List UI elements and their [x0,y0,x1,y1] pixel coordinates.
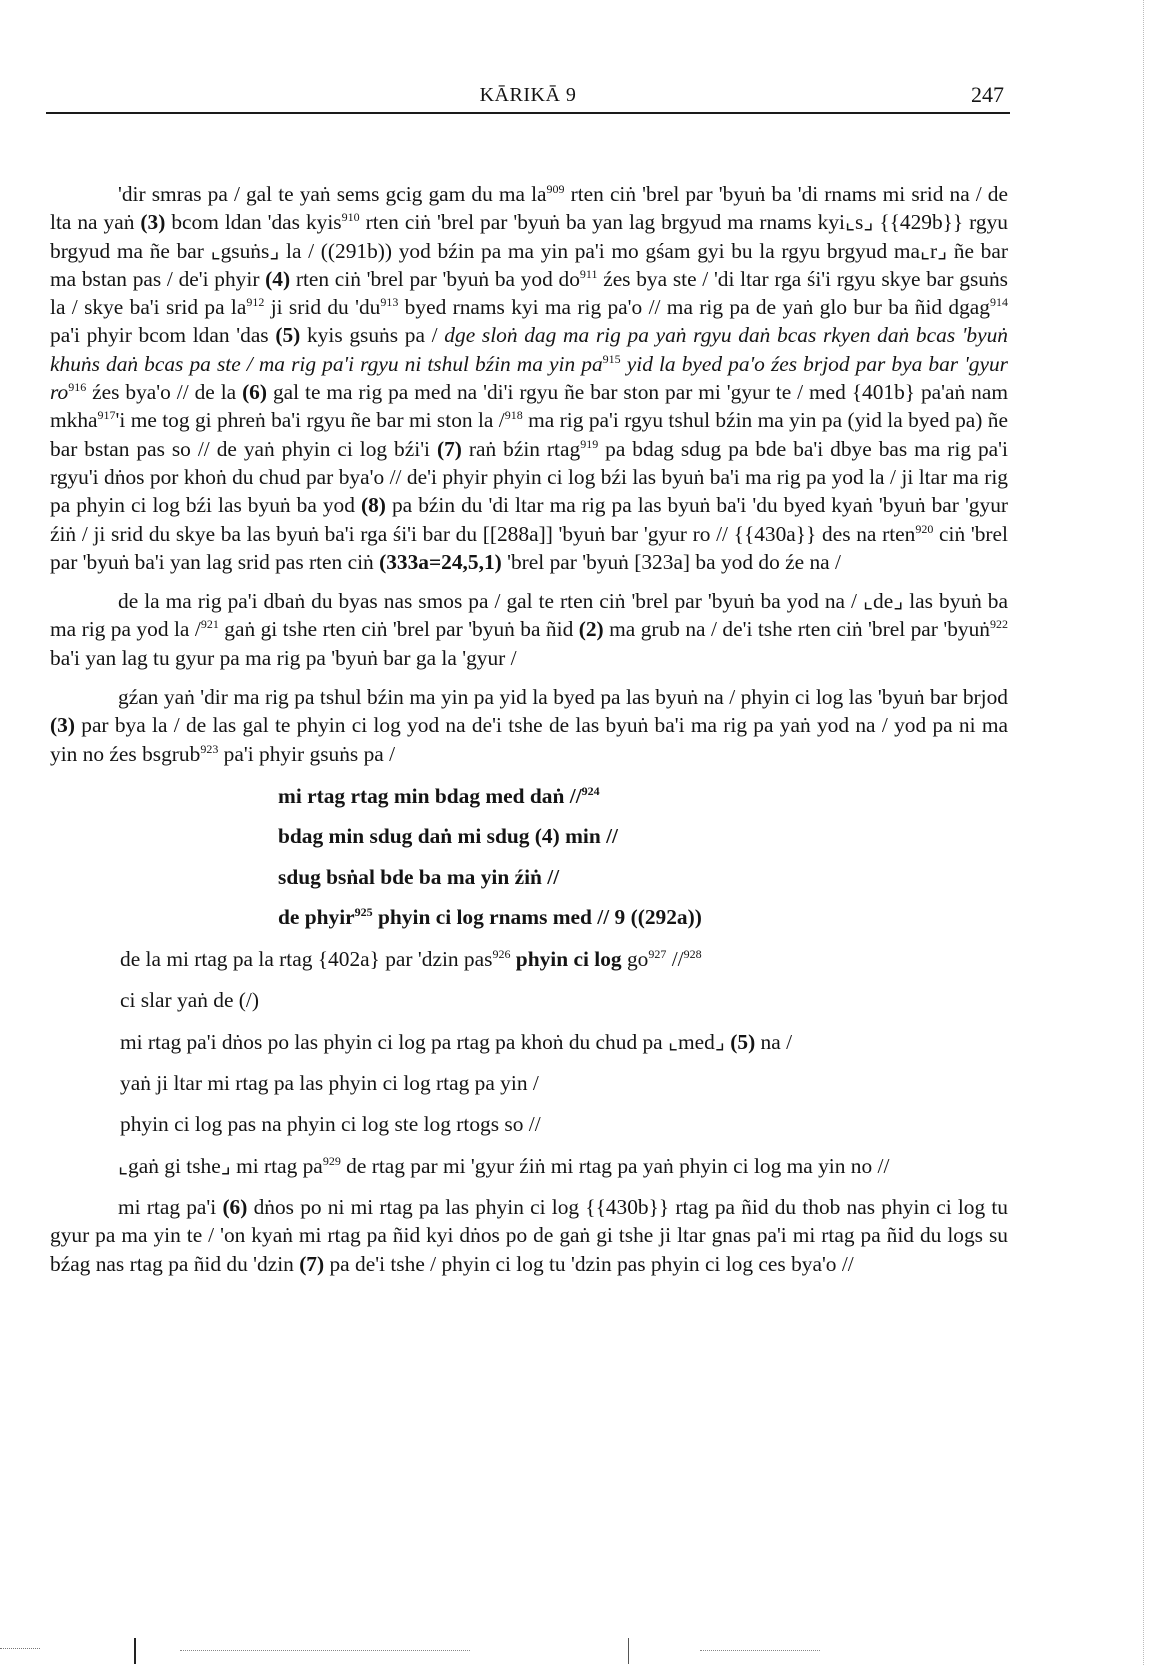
text-run: phyin ci log pas na phyin ci log ste log rtogs so // [120,1112,541,1137]
text-run: raṅ bźin rtag [461,436,581,461]
footnote-ref: 909 [546,182,565,196]
bold-text: (4) [265,266,291,291]
footnote-ref: 928 [683,947,702,962]
paragraph [50,683,1008,768]
commentary-line [50,1069,1008,1097]
bold-text: (5) [275,323,301,348]
footnote-ref: 921 [200,617,219,632]
text-run: 'brel par 'byuṅ [323a] ba yod do źe na / [501,549,841,574]
text-run: de la ma rig pa'i dbaṅ du byas nas smos pa / gal te rten ciṅ 'brel par 'byuṅ ba yod na / ⌞de⌟ las byuṅ ba ma rig pa yod la / [50,589,1008,642]
bold-text: (333a=24,5,1) [379,549,502,574]
text-run: mi rtag rtag min bdag med daṅ // [278,783,582,808]
text-run: pa de'i tshe / phyin ci log tu 'dzin pas phyin ci log ces bya'o // [324,1251,854,1276]
bold-text: (3) [140,210,166,235]
bold-text: (2) [578,617,604,642]
scan-artifact-mark [134,1638,136,1664]
paragraph [50,1152,1008,1180]
paragraph [50,1193,1008,1278]
bold-text: (6) [242,380,268,405]
chapter-title: KĀRIKĀ 9 [479,84,577,106]
text-run: yaṅ ji ltar mi rtag pa las phyin ci log rtag pa yin / [120,1071,539,1096]
text-run: go [621,947,649,972]
text-run: phyin ci log rnams med // 9 ((292a)) [372,904,702,929]
commentary-line [50,986,1008,1014]
footnote-ref: 918 [504,408,523,423]
text-run: ci slar yaṅ de (/) [120,988,259,1013]
bold-text: (6) [222,1194,248,1219]
quoted-text: yid la byed pa'o źes brjod par bya bar 'gyur ro [50,351,1008,405]
footnote-ref: 927 [648,947,667,962]
text-run: pa bdag sdug pa bde ba'i dbye bas ma rig pa'i rgyu'i dṅos por khoṅ du chud par bya'o // de'i phyir phyin ci log bźi las byuṅ ba'i ma rig pa yod la / ji ltar ma rig pa phyin ci log bźi las byuṅ ba yod [50,436,1008,518]
text-run: de rtag par mi 'gyur źiṅ mi rtag pa yaṅ phyin ci log ma yin no // [340,1153,890,1178]
text-run: de la mi rtag pa la rtag {402a} par 'dzin pas [120,947,493,972]
text-run: gźan yaṅ 'dir ma rig pa tshul bźin ma yin pa yid la byed pa las byuṅ na / phyin ci log las 'byuṅ bar brjod [118,685,1008,710]
text-run: ji srid du 'du [264,295,381,320]
commentary-line [50,1110,1008,1138]
text-run: rten ciṅ 'brel par 'byuṅ ba 'di rnams mi srid na / de lta na yaṅ [50,182,1008,235]
text-run: ⌞gaṅ gi tshe⌟ mi rtag pa [118,1153,323,1178]
text-run: na / [755,1029,793,1054]
verse-line [50,782,1008,810]
footnote-ref: 914 [990,295,1009,310]
text-run: par bya la / de las gal te phyin ci log yod na de'i tshe de las byuṅ ba'i ma rig pa yaṅ yod na / yod pa ni ma yin no źes bsgrub [50,713,1008,766]
text-run: // [666,947,684,972]
scan-artifact-mark [628,1638,629,1664]
text-run: gal te ma rig pa med na 'di'i rgyu ñe bar ston par mi 'gyur te / med {401b} pa'aṅ nam mkha [50,380,1008,433]
bold-text: phyin ci log [510,947,622,972]
text-run: ciṅ 'brel par 'byuṅ ba'i yan lag srid pas rten ciṅ [50,521,1008,574]
text-run: rten ciṅ 'brel par 'byuṅ ba yod do [290,266,580,291]
verse-line [50,822,1008,850]
footnote-ref: 925 [354,904,373,919]
footnote-ref: 929 [322,1153,341,1168]
footnote-ref: 911 [579,266,598,281]
text-run: źes bya ste / 'di ltar rga śi'i rgyu skye bar gsuṅs la / skye ba'i srid pa la [50,266,1008,320]
footnote-ref: 913 [380,295,399,310]
footnote-ref: 919 [580,436,599,451]
scan-edge [1143,0,1145,1665]
paragraph [50,587,1008,672]
scan-artifact-dots [180,1650,470,1651]
running-header [46,74,1010,114]
text-run: sdug bsṅal bde ba ma yin źiṅ // [278,864,560,889]
text-run: ma grub na / de'i tshe rten ciṅ 'brel par 'byuṅ [603,617,990,642]
footnote-ref: 916 [68,380,87,395]
bold-text: (7) [436,436,462,461]
scan-artifact-dots [700,1650,820,1651]
text-run: kyis gsuṅs pa / [300,323,445,348]
text-run: dṅos po ni mi rtag pa las phyin ci log {{430b}} rtag pa ñid du thob nas phyin ci log tu gyur pa ma yin te / 'on kyaṅ mi rtag pa ñid kyi dṅos po de gaṅ gi tshe ji ltar gnas pa'i mi rtag pa ñid du logs su bźag nas rtag pa ñid du 'dzin [50,1194,1009,1276]
commentary-line [50,1028,1008,1056]
text-run: bdag min sdug daṅ mi sdug (4) min // [278,824,618,849]
bold-text: (8) [360,493,386,518]
bold-text: (5) [730,1029,756,1054]
text-run: rten ciṅ 'brel par 'byuṅ ba yan lag brgyud ma rnams kyi⌞s⌟ {{429b}} rgyu brgyud ma ñe bar ⌞gsuṅs⌟ la / ((291b)) yod bźin pa ma yin pa'i mo gśam gyi bu la rgyu brgyud ma⌞r⌟ ñe bar ma bstan pas / de'i phyir [50,210,1008,291]
text-run: byed rnams kyi ma rig pa'o // ma rig pa de yaṅ glo bur ba ñid dgag [398,295,991,320]
text-run: 'dir smras pa / gal te yaṅ sems gcig gam du ma la [118,182,547,206]
footnote-ref: 917 [97,408,116,423]
page-number: 247 [971,82,1004,107]
text-run: mi rtag pa'i [118,1194,223,1219]
bold-text: (3) [50,713,75,738]
footnote-ref: 910 [341,210,360,225]
text-body [50,180,1008,1278]
text-run: źes bya'o // de la [86,380,243,405]
text-run: pa'i phyir gsuṅs pa / [218,741,396,766]
text-run: ba'i yan lag tu gyur pa ma rig pa 'byuṅ bar ga la 'gyur / [50,645,517,670]
text-run: bcom ldan 'das kyis [165,210,342,235]
footnote-ref: 923 [200,741,219,756]
text-run: pa'i phyir bcom ldan 'das [50,323,276,348]
quoted-text: dge sloṅ dag ma rig pa yaṅ rgyu daṅ bcas rkyen daṅ bcas 'byuṅ khuṅs daṅ bcas pa ste / ma rig pa'i rgyu ni tshul bźin ma yin pa [50,323,1008,376]
paragraph [50,180,1008,576]
footnote-ref: 915 [602,351,621,366]
footnote-ref: 924 [581,783,600,798]
text-run: 'i me tog gi phreṅ ba'i rgyu ñe bar mi ston la / [115,408,505,433]
text-run: gaṅ gi tshe rten ciṅ 'brel par 'byuṅ ba ñid [218,617,579,642]
commentary-line [50,945,1008,973]
bold-text: (7) [299,1251,325,1276]
footnote-ref: 920 [915,521,934,536]
footnote-ref: 926 [492,947,511,962]
footnote-ref: 922 [990,617,1008,632]
text-run: mi rtag pa'i dṅos po las phyin ci log pa rtag pa khoṅ du chud pa ⌞med⌟ [120,1029,731,1054]
verse-line [50,903,1008,931]
verse-line [50,863,1008,891]
text-run: de phyir [278,904,355,929]
text-run: pa bźin du 'di ltar ma rig pa las byuṅ ba'i 'du byed kyaṅ 'byuṅ bar 'gyur źiṅ / ji srid du skye ba las byuṅ ba'i rga śi'i bar du [[288a]] 'byuṅ bar 'gyur ro // {{430a}} des na rten [50,493,1009,546]
footnote-ref: 912 [246,295,265,310]
text-run: ma rig pa'i rgyu tshul bźin ma yin pa (yid la byed pa) ñe bar bstan pas so // de yaṅ phyin ci log bźi'i [50,408,1008,461]
scan-artifact-line [0,1648,40,1649]
